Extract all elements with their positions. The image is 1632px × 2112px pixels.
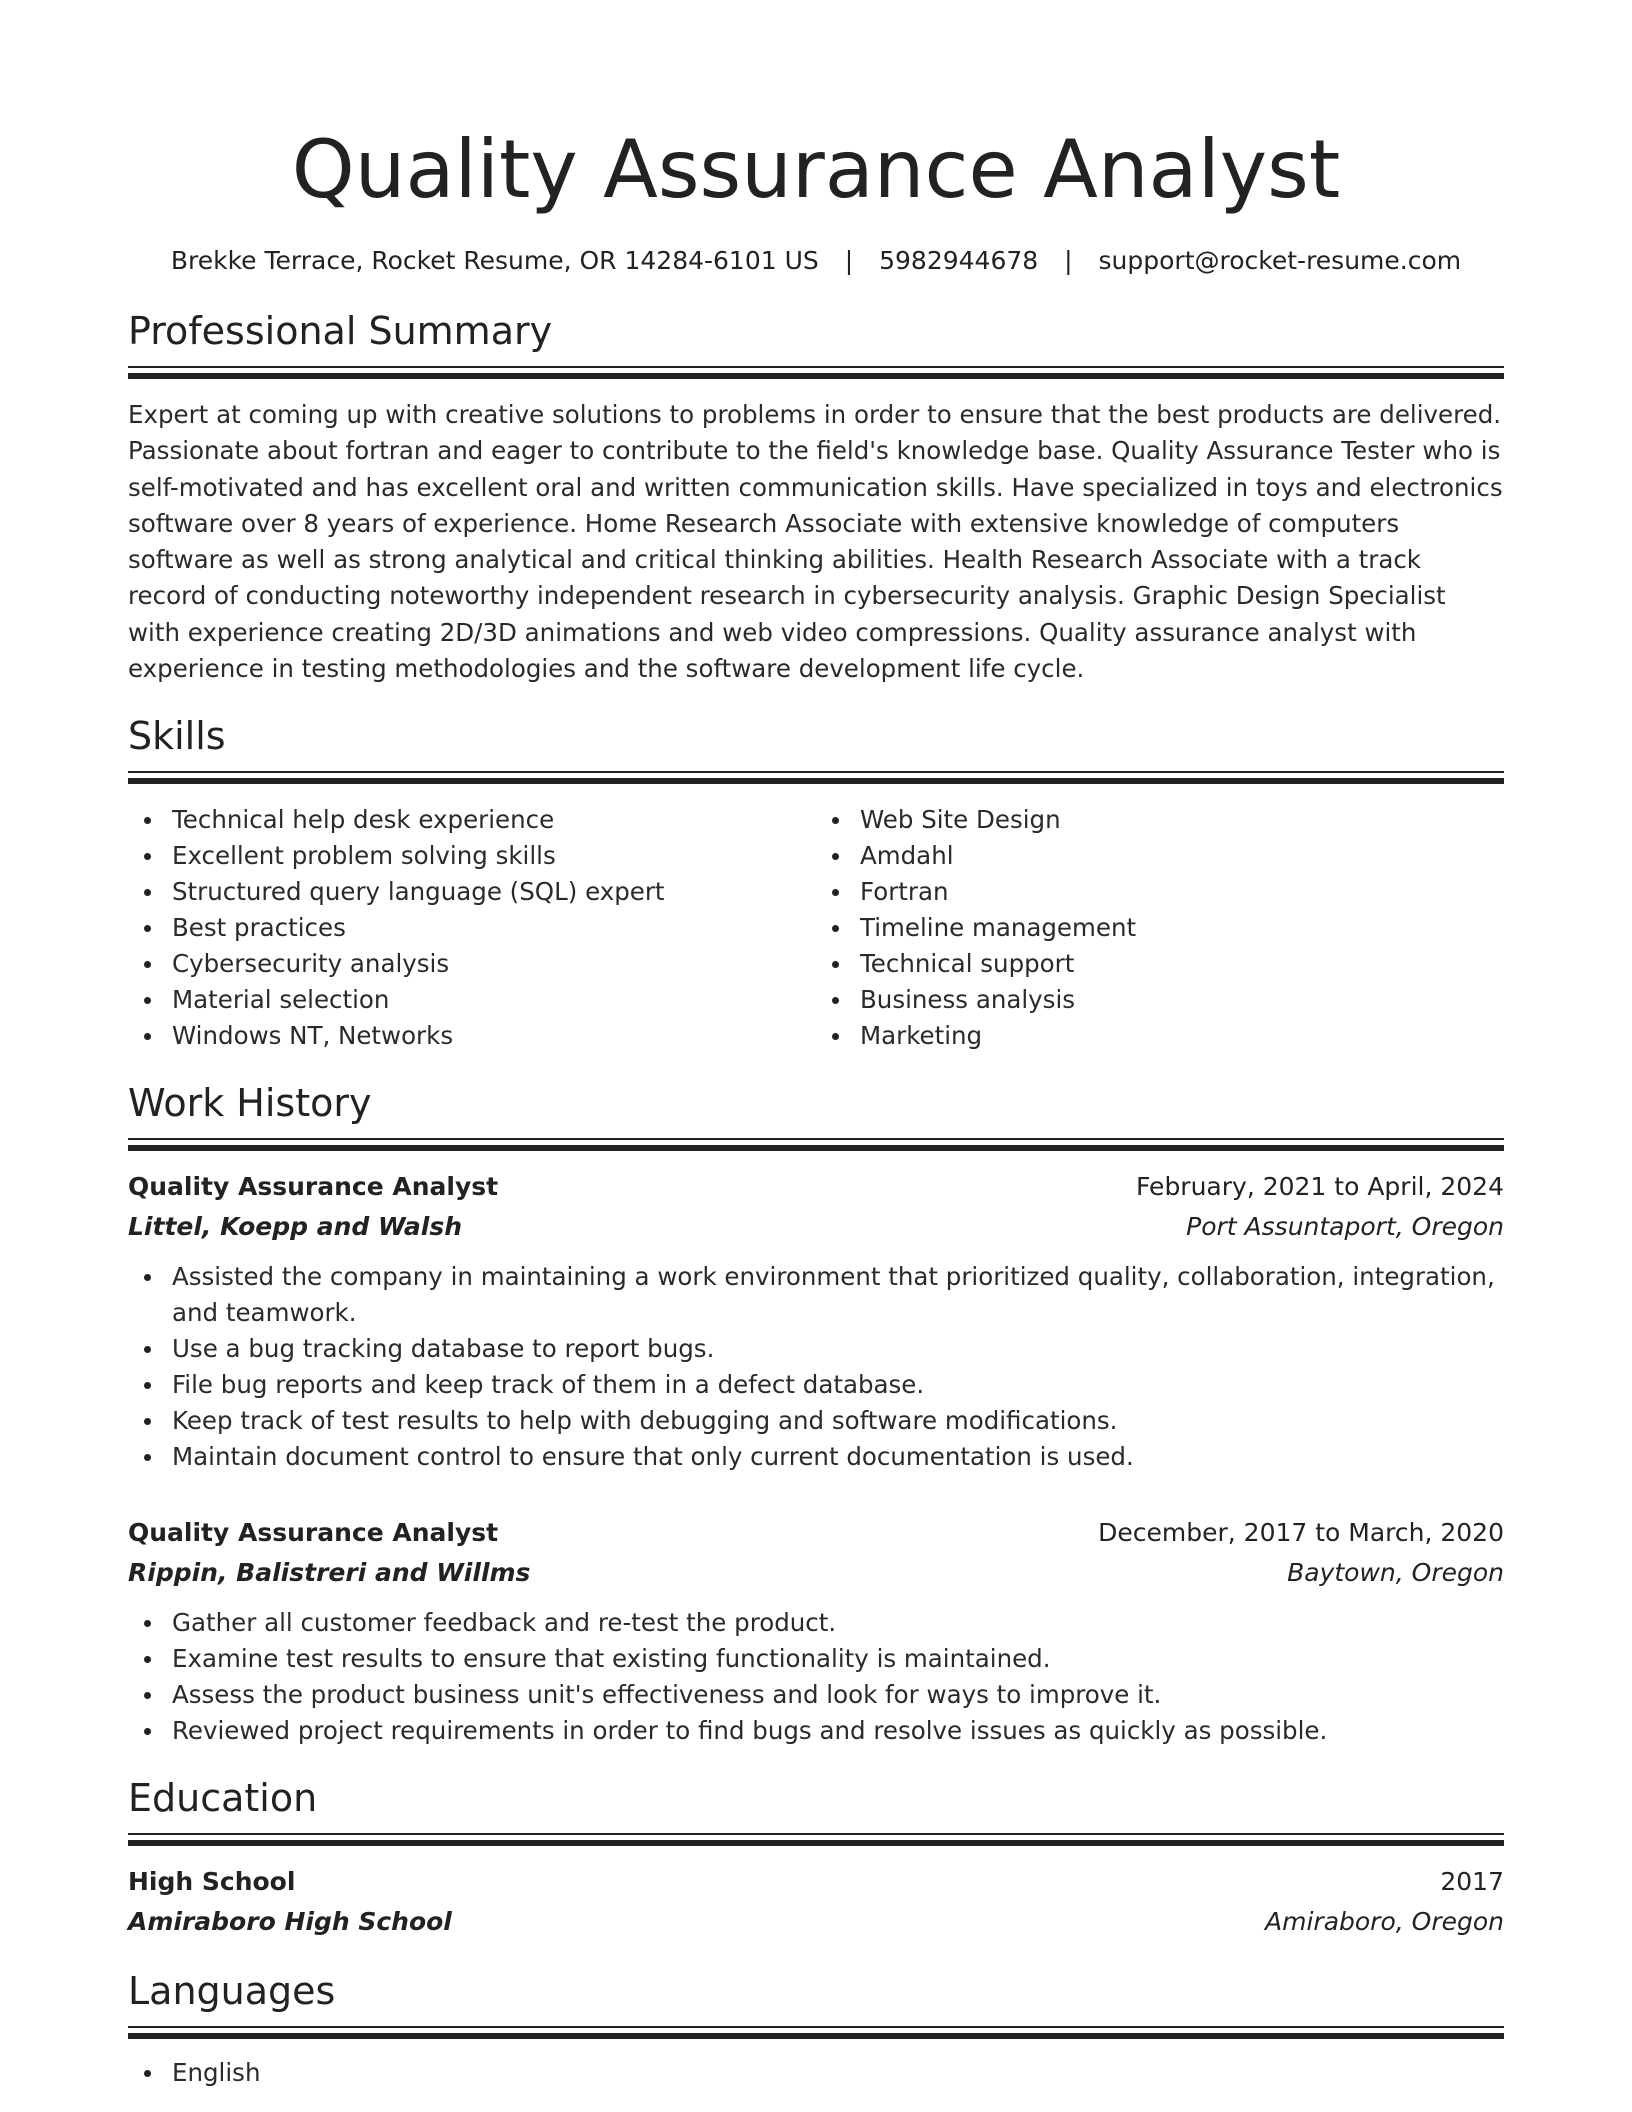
job-bullet: Gather all customer feedback and re-test the product.	[128, 1605, 1504, 1641]
education-entry	[128, 1862, 1504, 1942]
contact-line	[128, 244, 1504, 278]
summary-text: Expert at coming up with creative solutions to problems in order to ensure that the best products are delivered. Passionate about fortran and eager to contribute to the field's knowledge base. Quality Assurance Tester who is self-motivated and has excellent oral and written communication skills. Have specialized in toys and electronics software over 8 years of experience. Home Research Associate with extensive knowledge of computers software as well as strong analytical and critical thinking abilities. Health Research Associate with a track record of conducting noteworthy independent research in cybersecurity analysis. Graphic Design Specialist with experience creating 2D/3D animations and web video compressions. Quality assurance analyst with experience in testing methodologies and the software development life cycle.	[128, 400, 1503, 684]
section-rule-thin	[128, 2026, 1504, 2028]
education-location: Amiraboro, Oregon	[1265, 1907, 1504, 1937]
job-header-row	[128, 1167, 1504, 1207]
skill-item: Technical help desk experience	[128, 802, 816, 838]
skill-item: Marketing	[816, 1018, 1504, 1054]
section-rule-thin	[128, 1138, 1504, 1140]
skill-item: Fortran	[816, 874, 1504, 910]
skill-item: Amdahl	[816, 838, 1504, 874]
job-entry	[128, 1167, 1504, 1475]
skills-right-column	[816, 802, 1504, 1054]
section-rule-thin	[128, 1833, 1504, 1835]
section-rule-thin	[128, 366, 1504, 368]
skills-left-column	[128, 802, 816, 1054]
section-rule-thick	[128, 373, 1504, 379]
job-bullets	[128, 1605, 1504, 1749]
education-heading: Education	[128, 1776, 318, 1821]
education-school: Amiraboro High School	[128, 1907, 452, 1937]
work-heading: Work History	[128, 1081, 372, 1126]
summary-heading: Professional Summary	[128, 309, 553, 353]
contact-email: support@rocket-resume.com	[1098, 246, 1462, 275]
languages-section	[128, 1968, 1504, 2091]
job-location: Baytown, Oregon	[1287, 1558, 1504, 1588]
summary-section	[128, 308, 1504, 687]
education-school-row	[128, 1902, 1504, 1942]
job-entry	[128, 1513, 1504, 1749]
section-rule-thick	[128, 2033, 1504, 2039]
skill-item: Structured query language (SQL) expert	[128, 874, 816, 910]
job-header-row	[128, 1513, 1504, 1553]
contact-phone: 5982944678	[879, 246, 1039, 275]
job-title: Quality Assurance Analyst	[128, 1172, 499, 1202]
job-location: Port Assuntaport, Oregon	[1186, 1212, 1504, 1242]
job-dates: December, 2017 to March, 2020	[1098, 1518, 1504, 1548]
skills-section	[128, 713, 1504, 1054]
education-year: 2017	[1440, 1867, 1504, 1897]
job-company: Rippin, Balistreri and Willms	[128, 1558, 531, 1588]
job-company-row	[128, 1207, 1504, 1247]
skill-item: Windows NT, Networks	[128, 1018, 816, 1054]
skill-item: Technical support	[816, 946, 1504, 982]
job-company: Littel, Koepp and Walsh	[128, 1212, 463, 1242]
job-bullet: Maintain document control to ensure that only current documentation is used.	[128, 1439, 1504, 1475]
section-rule-thick	[128, 1145, 1504, 1151]
section-rule-thick	[128, 778, 1504, 784]
contact-separator: |	[844, 246, 854, 275]
section-rule-thin	[128, 771, 1504, 773]
job-bullet: Assess the product business unit's effectiveness and look for ways to improve it.	[128, 1677, 1504, 1713]
skill-item: Web Site Design	[816, 802, 1504, 838]
section-rule-thick	[128, 1840, 1504, 1846]
job-bullet: Use a bug tracking database to report bugs.	[128, 1331, 1504, 1367]
skill-item: Business analysis	[816, 982, 1504, 1018]
language-item: English	[128, 2055, 1504, 2091]
skills-heading: Skills	[128, 714, 226, 759]
education-degree: High School	[128, 1867, 296, 1897]
contact-address: Brekke Terrace, Rocket Resume, OR 14284-6101 US	[170, 246, 819, 275]
education-section	[128, 1775, 1504, 1942]
job-bullets	[128, 1259, 1504, 1475]
job-bullet: File bug reports and keep track of them in a defect database.	[128, 1367, 1504, 1403]
job-title: Quality Assurance Analyst	[128, 1518, 499, 1548]
skill-item: Timeline management	[816, 910, 1504, 946]
skill-item: Material selection	[128, 982, 816, 1018]
job-bullet: Keep track of test results to help with debugging and software modifications.	[128, 1403, 1504, 1439]
languages-heading: Languages	[128, 1969, 336, 2014]
job-company-row	[128, 1553, 1504, 1593]
job-bullet: Examine test results to ensure that existing functionality is maintained.	[128, 1641, 1504, 1677]
skill-item: Best practices	[128, 910, 816, 946]
job-bullet: Reviewed project requirements in order to find bugs and resolve issues as quickly as possible.	[128, 1713, 1504, 1749]
education-header-row	[128, 1862, 1504, 1902]
skills-columns	[128, 802, 1504, 1054]
job-dates: February, 2021 to April, 2024	[1136, 1172, 1504, 1202]
resume-name: Quality Assurance Analyst	[291, 123, 1341, 216]
contact-separator: |	[1064, 246, 1073, 275]
work-section	[128, 1080, 1504, 1749]
job-bullet: Assisted the company in maintaining a work environment that prioritized quality, collaboration, integration, and teamwork.	[128, 1259, 1504, 1331]
skill-item: Excellent problem solving skills	[128, 838, 816, 874]
skill-item: Cybersecurity analysis	[128, 946, 816, 982]
languages-list	[128, 2055, 1504, 2091]
